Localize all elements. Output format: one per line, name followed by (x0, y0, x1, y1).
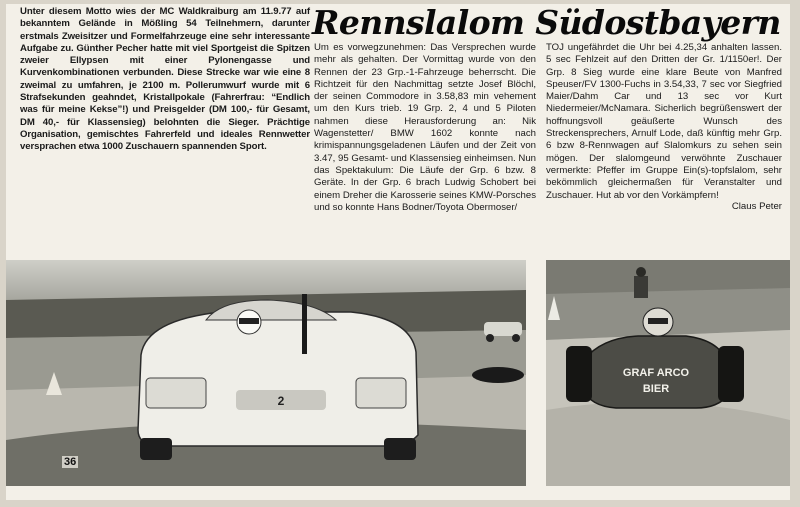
car-number-label: 2 (277, 394, 285, 408)
article-headline: Rennslalom Südostbayern (312, 3, 781, 42)
car-lettering-line1: GRAF ARCO (622, 367, 690, 379)
photo-formula-car (546, 260, 790, 486)
sportscar-photo-illustration (6, 260, 526, 486)
car-lettering-line2: BIER (642, 383, 670, 395)
magazine-page (6, 4, 790, 500)
article-column-middle (314, 42, 536, 214)
formula-car-photo-illustration (546, 260, 790, 486)
article-column-right (546, 42, 782, 213)
page-number: 36 (64, 456, 77, 468)
author-signature: Claus Peter (731, 200, 782, 212)
lead-paragraph (20, 6, 310, 154)
column-middle-text: Um es vorwegzunehmen: Das Versprechen wurde mehr als gehalten. Der Vormittag wurde von den Rennen der 23 Grp.-1-Fahrzeuge beherrscht. Die Richtzeit für den Nachmittag setzte Josef Blöchl, der seinen Commodore in 3.58,83 min vehement um den Kurs trieb. 19 Grp. 2, 4 und 5 Piloten nahmen diese Herausforderung an: Nik Wagenstetter/ BMW 1602 konnte nach krimispannungsgeladenen Läufen und der Zeit von 3.47, 95 Gesamt- und Klassensieg einheimsen. Nun das Spektakulum: Die Läufe der Grp. 6 bzw. 8 Geräte. In der Grp. 6 brach Ludwig Schobert bei einem Dreher die Karosserie seines KMW-Porsches und so konnte Hans Bodner/Toyota Obermoser/ (314, 42, 536, 213)
column-right-text: TOJ ungefährdet die Uhr bei 4.25,34 anhalten lassen. 5 sec Fehlzeit auf den Dritten der Gr. 1/1150er!. Der Grp. 8 Sieg wurde eine klare Beute von Manfred Speuser/FV 1300-Fuchs in 3.54,33, 7 sec vor Siegfried Maier/Dahm Car und 13 sec vor Kurt Niedermeier/McNamara. Sicherlich begrüßenswert der hoffnungsvoll geäußerte Wunsch des Streckensprechers, Arnulf Lode, daß künftig mehr Grp. 6 bzw 8-Rennwagen auf Slalomkurs zu sehen sein mögen. Der slalomgeund verwöhnte Zuschauer vermerkte: Pfeffer im Gruppe Ein(s)-topfslalom, sehr bekömmlich gleichermaßen für Veranstalter und Zuschauer. Hut ab vor den Vorkämpfern! (546, 42, 782, 201)
photo-sportscar (6, 260, 526, 486)
lead-text: Unter diesem Motto wies der MC Waldkraiburg am 11.9.77 auf bekanntem Gelände in Mößling 54 Teilnehmern, darunter erstmals Zweisitzer und Formelfahrzeuge eine sehr interessante Aufgabe zu. Günther Pecher hatte mit viel Sportgeist die Spitzen zweier Ellypsen mit einer Pylonengasse und Kurvenkombinationen verbunden. Diese Strecke war wie eine 8 zweimal zu umfahren, je 2100 m. Pollerumwurf wurde mit 6 Strafsekunden geahndet, Kristallpokale (Fahrerfrau: “Endlich was für meine Kekse”!) und Preisgelder (DM 100,- für Gesamt, DM 40,- für Klassensieg) belohnten die Sieger. Prächtige Organisation, gemischtes Fahrerfeld und ideales Rennwetter versprachen etwa 1000 Zuschauern spannenden Sport. (20, 6, 310, 153)
